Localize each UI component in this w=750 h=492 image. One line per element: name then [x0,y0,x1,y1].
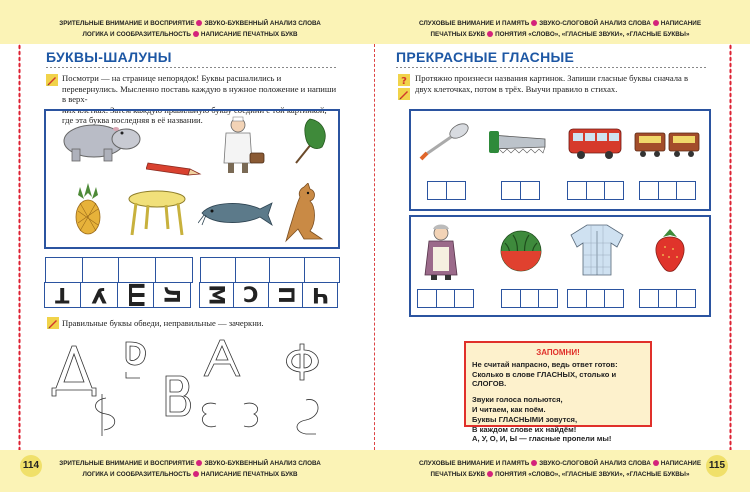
rotated-letter: М [199,282,235,308]
question-task-icon [398,74,410,86]
answer-cell[interactable] [446,181,466,200]
remember-title: ЗАПОМНИ! [536,348,580,357]
page-title-left: БУКВЫ-ШАЛУНЫ [46,49,172,65]
answer-cell[interactable] [586,181,606,200]
rotated-letter: Т [44,282,82,308]
catfish-image [198,197,274,229]
rotated-letter: Ш [117,282,155,308]
answer-cell[interactable] [304,257,340,283]
answer-cell[interactable] [567,181,587,200]
pencil-task-icon [398,88,410,100]
letter-grid-1 [45,257,193,308]
instruction-left-2: Правильные буквы обведи, неправильные — зачеркни. [62,318,264,328]
poem-line: Буквы ГЛАСНЫМИ зовутся, [472,414,578,424]
answer-cells-strawberry [639,289,696,308]
page-number-right: 115 [706,455,728,477]
header-left: ЗРИТЕЛЬНЫЕ ВНИМАНИЕ И ВОСПРИЯТИЕ ЗВУКО-БУКВЕННЫЙ АНАЛИЗ СЛОВА ЛОГИКА И СООБРАЗИТЕЛЬНОСТЬ НАПИСАНИЕ ПЕЧАТНЫХ БУКВ [59,20,321,38]
answer-cells-bus [567,181,624,200]
rotated-letter: Ч [302,282,338,308]
rule-line: Не считай напрасно, ведь ответ готов: [472,359,618,369]
tram-train-image [633,129,701,159]
poem-line: В каждом слове их найдём! [472,424,577,434]
grandmother-image [423,223,459,281]
answer-cell[interactable] [417,289,437,308]
answer-cells-shirt [567,289,624,308]
instruction-right: Протяжно произнеси названия картинок. Запиши гласные буквы сначала в двух клеточках, потом в трёх. Выучи правило в стихах. [415,73,689,94]
answer-cell[interactable] [604,289,624,308]
answer-cell[interactable] [501,181,521,200]
answer-cell[interactable] [45,257,83,283]
kangaroo-image [282,183,326,243]
answer-cell[interactable] [155,257,193,283]
answer-cell[interactable] [676,181,696,200]
answer-cell[interactable] [436,289,456,308]
right-dotted-border [729,44,732,450]
watermelon-image [497,229,545,273]
footer-right: СЛУХОВЫЕ ВНИМАНИЕ И ПАМЯТЬ ЗВУКО-СЛОГОВОЙ АНАЛИЗ СЛОВА НАПИСАНИЕ ПЕЧАТНЫХ БУКВ ПОНЯТИЯ «СЛОВО», «ГЛАСНЫЕ ЗВУКИ», «ГЛАСНЫЕ БУКВЫ» [418,460,702,478]
page-divider [374,44,376,450]
answer-cell[interactable] [604,181,624,200]
answer-cells-saw [501,181,540,200]
remember-rule-box [464,341,652,444]
title-underline-left [46,67,336,68]
answer-cells-spoon [427,181,466,200]
pictures-frame-right-1 [409,109,711,211]
grid1-col [45,257,83,308]
hippo-image [56,117,142,163]
answer-cells-grandmother [417,289,474,308]
bus-image [567,125,625,161]
strawberry-image [651,227,689,275]
rotated-letter: Л [153,282,191,308]
poem-line: А, У, О, И, Ы — гласные пропели мы! [472,434,612,444]
answer-cell[interactable] [82,257,120,283]
page-number-left: 114 [20,455,42,477]
answer-cell[interactable] [269,257,305,283]
answer-cell[interactable] [676,289,696,308]
footer-left: ЗРИТЕЛЬНЫЕ ВНИМАНИЕ И ВОСПРИЯТИЕ ЗВУКО-БУКВЕННЫЙ АНАЛИЗ СЛОВА ЛОГИКА И СООБРАЗИТЕЛЬНОСТЬ НАПИСАНИЕ ПЕЧАТНЫХ БУКВ [59,460,321,478]
title-underline-right [396,67,706,68]
pencil-task-icon [46,74,58,86]
rotated-letter: С [233,282,269,308]
outlined-letters [44,336,340,442]
answer-cell[interactable] [520,181,540,200]
pictures-frame-right-2 [409,215,711,317]
answer-cell[interactable] [538,289,558,308]
header-right: СЛУХОВЫЕ ВНИМАНИЕ И ПАМЯТЬ ЗВУКО-СЛОГОВОЙ АНАЛИЗ СЛОВА НАПИСАНИЕ ПЕЧАТНЫХ БУКВ ПОНЯТИЯ «СЛОВО», «ГЛАСНЫЕ ЗВУКИ», «ГЛАСНЫЕ БУКВЫ» [418,20,702,38]
pineapple-image [70,181,106,237]
answer-cell[interactable] [586,289,606,308]
rotated-letter: У [80,282,118,308]
answer-cell[interactable] [639,289,659,308]
poem-line: Звуки голоса польются, [472,395,563,405]
answer-cell[interactable] [658,289,678,308]
saw-image [489,129,551,157]
doctor-image [218,115,268,175]
broom-image [292,117,330,167]
poem-line: И читаем, как поём. [472,404,546,414]
answer-cell[interactable] [118,257,156,283]
answer-cell[interactable] [501,289,521,308]
pencil-task-icon [47,317,59,329]
answer-cell[interactable] [567,289,587,308]
page-title-right: ПРЕКРАСНЫЕ ГЛАСНЫЕ [396,49,575,65]
left-dotted-border [18,44,21,450]
pictures-frame-left [44,109,340,249]
answer-cell[interactable] [520,289,540,308]
letter-grid-2 [200,257,340,308]
answer-cell[interactable] [427,181,447,200]
answer-cell[interactable] [639,181,659,200]
svg-text:?: ? [401,76,407,86]
spoon-image [419,121,471,161]
answer-cells-watermelon [501,289,558,308]
instruction-left: Посмотри — на странице непорядок! Буквы расшалились и перевернулись. Мысленно поставь каждую в нужное положение и напиши в верх- них клетках. Затем каждую правильную букву соедини с той картинкой, где эта буква последняя в её названии. [62,73,337,125]
answer-cell[interactable] [200,257,236,283]
rule-line: Сколько в слове ГЛАСНЫХ, столько и СЛОГОВ. [472,369,617,389]
answer-cell[interactable] [235,257,271,283]
rotated-letter: П [268,282,304,308]
pencil-image [146,157,202,177]
stool-image [126,189,188,237]
answer-cell[interactable] [454,289,474,308]
shirt-image [569,223,625,277]
answer-cell[interactable] [658,181,678,200]
answer-cells-train [639,181,696,200]
